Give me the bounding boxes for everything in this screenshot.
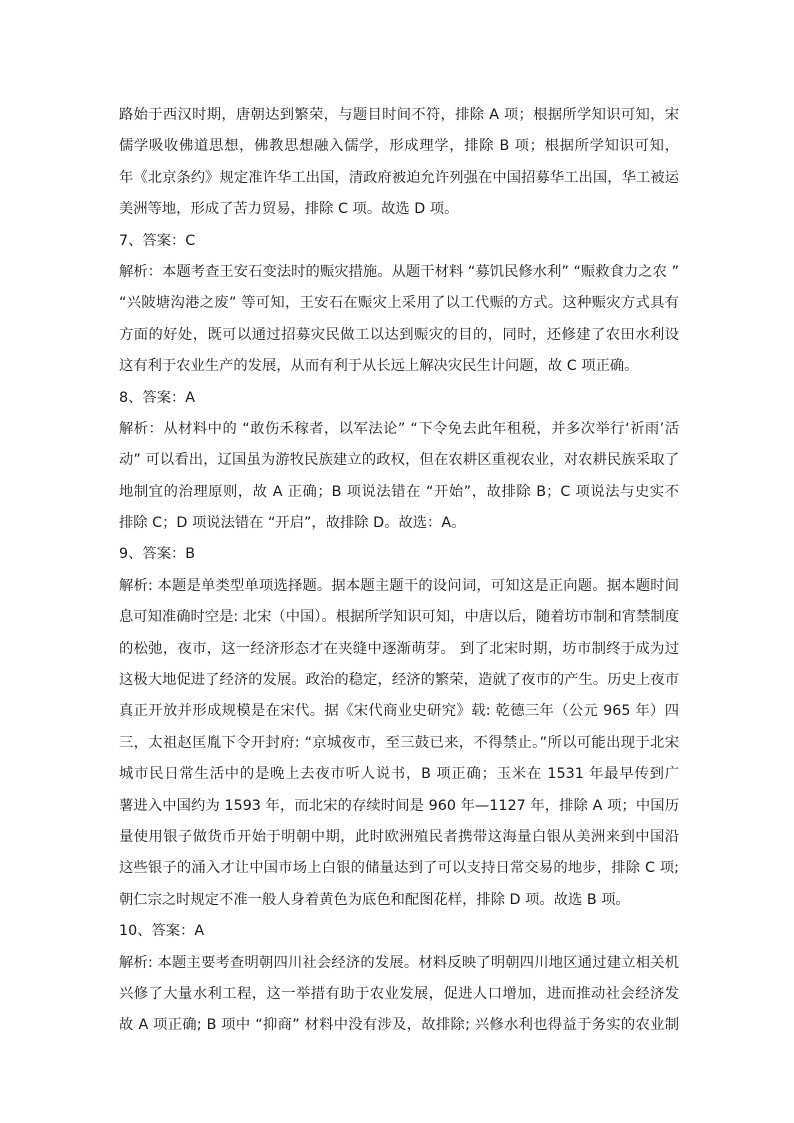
text-line: 的松弛，夜市，这一经济形态才在夹缝中逐渐萌芽。 到了北宋时期，坊市制终于成为过: [119, 640, 679, 657]
text-line: 朝仁宗之时规定不准一般人身着黄色为底色和配图花样，排除 D 项。故选 B 项。: [119, 891, 630, 908]
document-body: [119, 100, 679, 1042]
text-line: 三，太祖赵匡胤下令开封府: “京城夜市，至三鼓已来，不得禁止。”所以可能出现于北宋: [119, 734, 679, 751]
text-line: 儒学吸收佛道思想，佛教思想融入儒学，形成理学，排除 B 项；根据所学知识可知，: [119, 138, 679, 155]
text-line: 动” 可以看出，辽国虽为游牧民族建立的政权，但在农耕区重视农业，对农耕民族采取了: [119, 452, 679, 469]
text-line: 解析: 本题是单类型单项选择题。据本题主题干的设问词，可知这是正向题。据本题时间: [119, 577, 679, 594]
text-line: 排除 C；D 项说法错在 “开启”，故排除 D。故选：A。: [119, 515, 466, 532]
text-line: 这有利于农业生产的发展，从而有利于从长远上解决灾民生计问题，故 C 项正确。: [119, 358, 639, 375]
text-line: 解析：本题考查王安石变法时的赈灾措施。从题干材料 “募饥民修水利” “赈救食力之农 ”: [119, 263, 679, 280]
text-line: 解析: 本题主要考查明朝四川社会经济的发展。材料反映了明朝四川地区通过建立相关机: [119, 954, 679, 971]
text-line: 息可知准确时空是: 北宋（中国）。根据所学知识可知，中唐以后，随着坊市制和宵禁制度: [119, 609, 679, 626]
text-line: 解析：从材料中的 “敢伤禾稼者，以军法论” “下令免去此年租税，并多次举行‘祈雨’活: [119, 420, 679, 437]
text-line: 量使用银子做货币开始于明朝中期，此时欧洲殖民者携带这海量白银从美洲来到中国沿: [119, 828, 679, 845]
text-line: 这极大地促进了经济的发展。政治的稳定，经济的繁荣，造就了夜市的产生。历史上夜市: [119, 672, 679, 689]
text-line: 年《北京条约》规定准许华工出国，清政府被迫允许列强在中国招募华工出国，华工被运: [119, 169, 679, 186]
text-line: 兴修了大量水利工程，这一举措有助于农业发展，促进人口增加，进而推动社会经济发: [119, 985, 679, 1002]
text-line: 真正开放并形成规模是在宋代。据《宋代商业史研究》载: 乾德三年（公元 965 年）四: [119, 703, 679, 720]
text-line: 10、答案：A: [119, 923, 205, 940]
text-line: “兴陂塘沟港之废” 等可知，王安石在赈灾上采用了以工代赈的方式。这种赈灾方式具有: [119, 295, 679, 312]
text-line: 故 A 项正确; B 项中 “抑商” 材料中没有涉及，故排除; 兴修水利也得益于务实的农业制: [119, 1017, 679, 1034]
text-line: 9、答案：B: [119, 546, 196, 563]
text-line: 方面的好处，既可以通过招募灾民做工以达到赈灾的目的，同时，还修建了农田水利设: [119, 326, 679, 343]
text-line: 地制宜的治理原则，故 A 正确；B 项说法错在 “开始”，故排除 B；C 项说法与史实不: [119, 483, 679, 500]
text-line: 路始于西汉时期，唐朝达到繁荣，与题目时间不符，排除 A 项；根据所学知识可知，宋: [119, 107, 679, 123]
text-line: 城市民日常生活中的是晚上去夜市听人说书，B 项正确；玉米在 1531 年最早传到广: [119, 766, 679, 783]
text-line: 美洲等地，形成了苦力贸易，排除 C 项。故选 D 项。: [119, 201, 459, 218]
text-line: 这些银子的涌入才让中国市场上白银的储量达到了可以支持日常交易的地步，排除 C 项;: [119, 860, 679, 877]
text-line: 8、答案：A: [119, 389, 196, 406]
text-line: 7、答案：C: [119, 232, 196, 249]
text-line: 薯进入中国约为 1593 年，而北宋的存续时间是 960 年—1127 年，排除 A 项；中国历: [119, 797, 679, 814]
